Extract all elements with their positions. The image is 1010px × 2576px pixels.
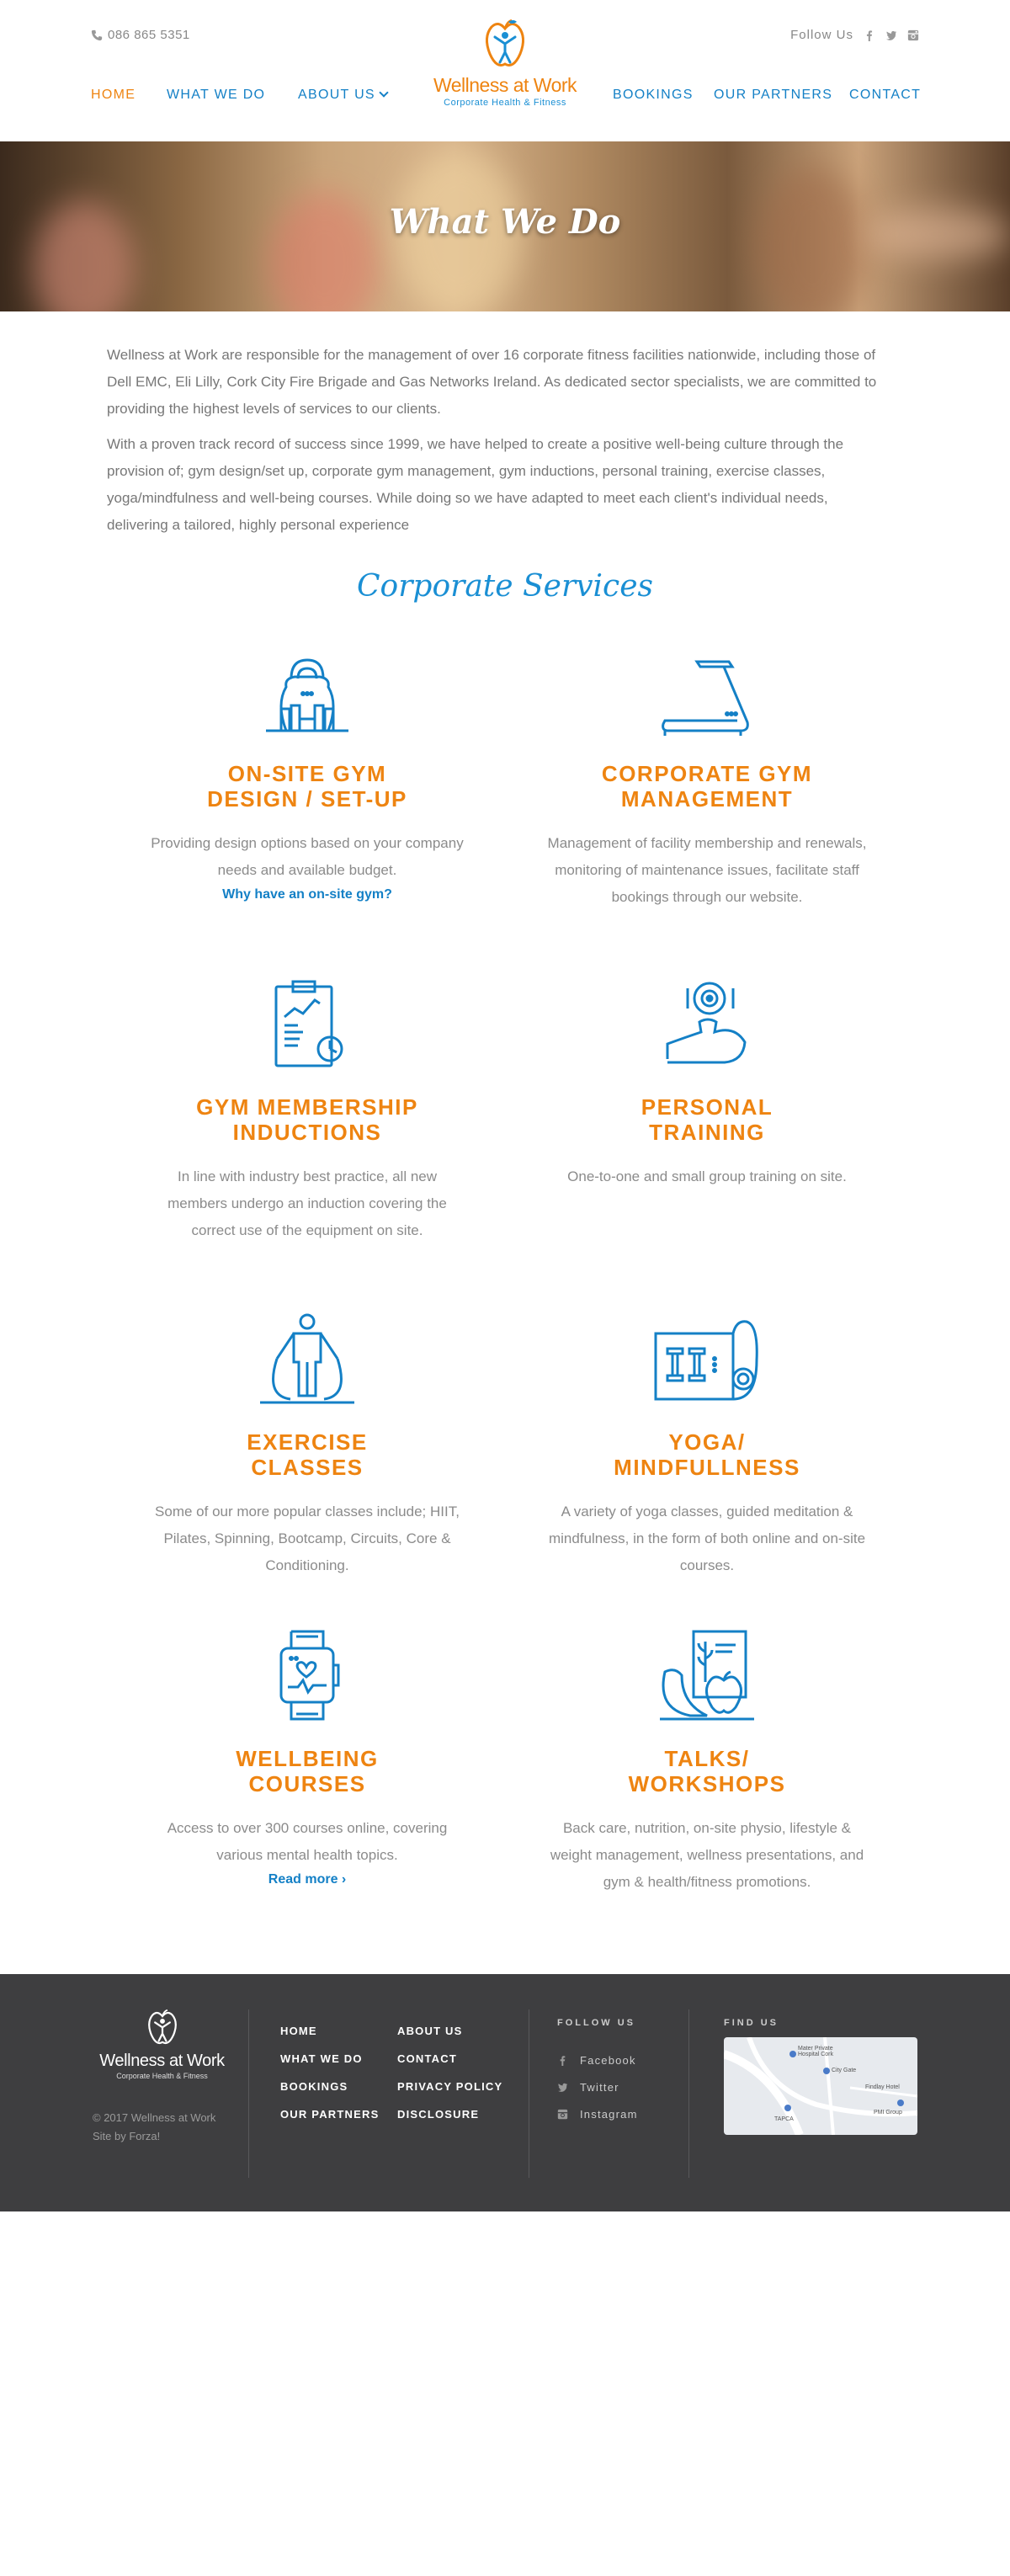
- service-title-line: MANAGEMENT: [620, 786, 794, 812]
- read-more-link[interactable]: Read more ›: [268, 1872, 347, 1887]
- instagram-icon[interactable]: [907, 29, 919, 41]
- service-title-line: TRAINING: [649, 1120, 765, 1145]
- service-title-line: PERSONAL: [641, 1094, 773, 1120]
- chevron-down-icon: [379, 88, 388, 97]
- hero-banner: [0, 141, 1010, 311]
- service-title-line: MINDFULLNESS: [614, 1455, 800, 1480]
- site-header: [0, 0, 1010, 141]
- service-title: [530, 1094, 884, 1145]
- phone-number[interactable]: 086 865 5351: [91, 28, 190, 42]
- facebook-icon[interactable]: [864, 29, 875, 41]
- footer-brand-name: Wellness at Work: [99, 2052, 225, 2070]
- footer-link-what-we-do[interactable]: WHAT WE DO: [280, 2052, 363, 2065]
- footer-divider: [248, 2009, 249, 2178]
- instagram-label: Instagram: [580, 2108, 638, 2121]
- map-pin-icon: [789, 2051, 796, 2057]
- service-card: [530, 978, 884, 1190]
- nutrition-icon-wrap: [530, 1630, 884, 1722]
- kettlebell-icon-wrap: [130, 645, 484, 737]
- service-title-line: CLASSES: [251, 1455, 364, 1480]
- footer-link-disclosure[interactable]: DISCLOSURE: [397, 2108, 480, 2121]
- footer-copyright: [93, 2109, 215, 2146]
- service-title-line: GYM MEMBERSHIP: [196, 1094, 418, 1120]
- hero-title: What We Do: [389, 202, 621, 242]
- footer-link-privacy-policy[interactable]: PRIVACY POLICY: [397, 2080, 503, 2093]
- twitter-label: Twitter: [580, 2081, 619, 2094]
- smartwatch-icon: [269, 1628, 345, 1722]
- service-description: Some of our more popular classes include; HIIT, Pilates, Spinning, Bootcamp, Circuits, Core & Conditioning.: [155, 1504, 460, 1573]
- service-description: Back care, nutrition, on-site physio, lifestyle & weight management, wellness presentations, and gym & health/fitness promotions.: [550, 1820, 864, 1890]
- twitter-icon: [557, 2082, 568, 2093]
- footer-twitter-link[interactable]: [557, 2081, 619, 2094]
- flexed-arm-icon: [661, 978, 753, 1071]
- facebook-icon: [557, 2055, 568, 2066]
- service-card: [530, 1313, 884, 1579]
- apple-person-logo-icon: [480, 19, 530, 71]
- brand-name: Wellness at Work: [433, 74, 577, 96]
- nav-bookings[interactable]: BOOKINGS: [613, 88, 694, 102]
- map-pin-icon: [784, 2105, 791, 2111]
- service-title: [130, 1746, 484, 1796]
- service-description: One-to-one and small group training on site.: [567, 1168, 847, 1184]
- clipboard-icon: [261, 978, 354, 1071]
- site-footer: [0, 1974, 1010, 2211]
- footer-link-about-us[interactable]: ABOUT US: [397, 2025, 463, 2037]
- treadmill-icon-wrap: [530, 645, 884, 737]
- section-title: Corporate Services: [356, 569, 653, 604]
- footer-divider: [688, 2009, 689, 2178]
- nav-our-partners[interactable]: OUR PARTNERS: [714, 88, 833, 102]
- nav-what-we-do[interactable]: WHAT WE DO: [167, 88, 266, 102]
- service-card: [530, 1630, 884, 1896]
- footer-link-contact[interactable]: CONTACT: [397, 2052, 457, 2065]
- service-title-line: DESIGN / SET-UP: [207, 786, 407, 812]
- flexed-arm-icon-wrap: [530, 978, 884, 1071]
- service-title-line: TALKS/: [664, 1746, 750, 1771]
- service-description: Providing design options based on your company needs and available budget.: [151, 835, 464, 878]
- intro-paragraph: Wellness at Work are responsible for the management of over 16 corporate fitness facilities nationwide, including those of Dell EMC, Eli Lilly, Cork City Fire Brigade and Gas Networks Ireland. As dedicated sector specialists, we are committed to providing the highest levels of services to our clients.: [107, 347, 877, 417]
- intro-text: [107, 342, 888, 539]
- map-label: Mater Private Hospital Cork: [798, 2046, 834, 2057]
- map-pin-icon: [823, 2068, 830, 2074]
- apple-person-logo-icon: [144, 2008, 181, 2048]
- kettlebell-icon: [261, 653, 354, 737]
- service-description: Management of facility membership and renewals, monitoring of maintenance issues, facilitate staff bookings through our website.: [547, 835, 867, 905]
- twitter-icon[interactable]: [885, 29, 897, 41]
- follow-us: [790, 28, 919, 42]
- map-pin-icon: [897, 2100, 904, 2106]
- service-title: [530, 1746, 884, 1796]
- map-label: Findlay Hotel: [865, 2084, 900, 2090]
- service-title-line: WORKSHOPS: [628, 1771, 786, 1796]
- service-card: [130, 1630, 484, 1887]
- service-card: [130, 1313, 484, 1579]
- service-title-line: WELLBEING: [236, 1746, 379, 1771]
- service-description: In line with industry best practice, all new members undergo an induction covering the correct use of the equipment on site.: [167, 1168, 447, 1238]
- footer-find-heading: FIND US: [724, 2018, 779, 2028]
- footer-instagram-link[interactable]: [557, 2108, 638, 2121]
- service-title: [530, 761, 884, 812]
- yoga-mat-icon: [652, 1318, 762, 1406]
- instagram-icon: [557, 2109, 568, 2120]
- service-description: Access to over 300 courses online, covering various mental health topics.: [167, 1820, 448, 1863]
- service-card: [130, 978, 484, 1244]
- facebook-label: Facebook: [580, 2054, 636, 2067]
- map-label: TAPCA: [774, 2116, 794, 2122]
- jump-rope-icon-wrap: [130, 1313, 484, 1406]
- brand-tagline: Corporate Health & Fitness: [444, 98, 566, 108]
- service-title: [130, 761, 484, 812]
- jump-rope-icon: [257, 1312, 358, 1406]
- treadmill-icon: [656, 653, 758, 737]
- map-label: City Gate: [832, 2068, 857, 2073]
- nav-contact[interactable]: CONTACT: [849, 88, 922, 102]
- map-label: PMI Group: [874, 2110, 902, 2116]
- nav-about-us-label: ABOUT US: [298, 88, 375, 102]
- service-title-line: CORPORATE GYM: [601, 761, 813, 786]
- site-logo[interactable]: [421, 19, 589, 108]
- service-description: A variety of yoga classes, guided meditation & mindfulness, in the form of both online and on-site courses.: [548, 1504, 866, 1573]
- smartwatch-icon-wrap: [130, 1630, 484, 1722]
- service-title-line: INDUCTIONS: [232, 1120, 382, 1145]
- site-credit[interactable]: Site by Forza!: [93, 2130, 161, 2142]
- footer-link-our-partners[interactable]: OUR PARTNERS: [280, 2108, 380, 2121]
- service-title: [130, 1094, 484, 1145]
- service-title-line: YOGA/: [668, 1429, 746, 1455]
- yoga-mat-icon-wrap: [530, 1313, 884, 1406]
- service-card: [530, 645, 884, 911]
- service-title-line: EXERCISE: [247, 1429, 368, 1455]
- service-title: [530, 1429, 884, 1480]
- footer-link-bookings[interactable]: BOOKINGS: [280, 2080, 348, 2093]
- service-title-line: ON-SITE GYM: [227, 761, 387, 786]
- nav-about-us[interactable]: [298, 88, 387, 103]
- service-title-line: COURSES: [248, 1771, 366, 1796]
- follow-label: Follow Us: [790, 28, 853, 42]
- clipboard-icon-wrap: [130, 978, 484, 1071]
- footer-facebook-link[interactable]: [557, 2054, 636, 2067]
- footer-link-home[interactable]: HOME: [280, 2025, 317, 2037]
- nutrition-icon: [656, 1628, 758, 1722]
- nav-home[interactable]: HOME: [91, 88, 136, 102]
- service-title: [130, 1429, 484, 1480]
- intro-paragraph: With a proven track record of success since 1999, we have helped to create a positive well-being culture through the provision of; gym design/set up, corporate gym management, gym inductions, personal training, exercise classes, yoga/mindfulness and well-being courses. While doing so we have adapted to meet each client's individual needs, delivering a tailored, highly personal experience: [107, 436, 844, 533]
- footer-follow-heading: FOLLOW US: [557, 2018, 635, 2028]
- copyright-text: © 2017 Wellness at Work: [93, 2111, 216, 2124]
- why-onsite-gym-link[interactable]: Why have an on-site gym?: [222, 887, 392, 902]
- service-card: [130, 645, 484, 902]
- footer-logo[interactable]: [93, 2008, 231, 2080]
- phone-icon: [91, 29, 103, 41]
- location-map[interactable]: [724, 2037, 917, 2135]
- footer-brand-tagline: Corporate Health & Fitness: [116, 2072, 208, 2080]
